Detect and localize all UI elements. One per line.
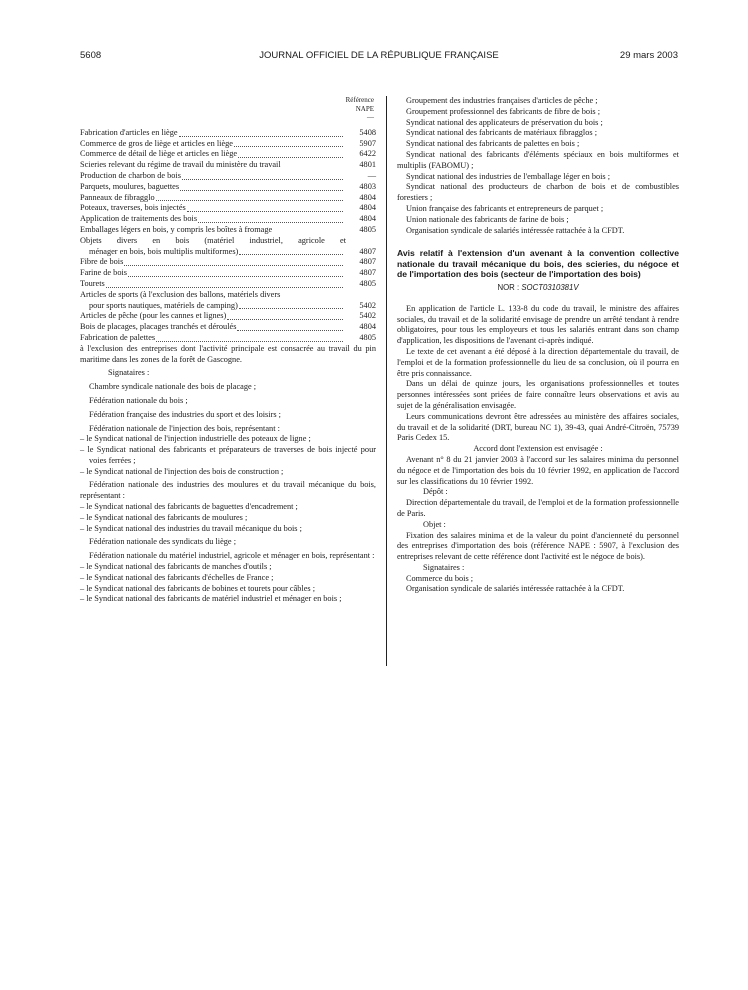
row-code: 4804 — [359, 192, 376, 202]
row-code: 4805 — [359, 332, 376, 342]
signatory-item: Groupement professionnel des fabricants de fibre de bois ; — [406, 106, 600, 116]
table-row — [80, 160, 376, 171]
paragraph: Direction départementale du travail, de l'emploi et de la formation professionnelle de Paris. — [397, 498, 679, 518]
left-column — [80, 96, 376, 605]
paragraph: En application de l'article L. 133-8 du code du travail, le ministre des affaires sociales, du travail et de la solidarité envisage de prendre un arrêté tendant à rendre obligatoires, pour tous les employeurs et tous les salariés entrant dans son champ d'application, les dispositions de l'avenant ci-après indiqué. — [397, 303, 679, 346]
signatory-item: Fédération française des industries du sport et des loisirs ; — [89, 409, 281, 419]
row-code: 4805 — [359, 278, 376, 288]
table-row — [80, 193, 376, 204]
signatory-subitem: – le Syndicat national des fabricants de manches d'outils ; — [80, 562, 272, 572]
nape-header-line2: NAPE — [355, 104, 374, 113]
right-column — [397, 96, 679, 595]
signatory-subitem: – le Syndicat national de l'injection industrielle des poteaux de ligne ; — [80, 434, 311, 444]
table-row — [80, 333, 376, 344]
paragraph: Leurs communications devront être adressées au ministère des affaires sociales, du travail et de la solidarité (DRT, bureau NC 1), 39-43, quai André-Citroën, 75739 Paris Cedex 15. — [397, 411, 679, 443]
column-divider — [386, 96, 387, 666]
row-label-line2: pour sports nautiques, matériels de camping) — [89, 300, 238, 310]
exclusion-note: à l'exclusion des entreprises dont l'activité principale est consacrée au travail du pin maritime dans les zones de la forêt de Gascogne. — [80, 343, 376, 364]
row-code: 4807 — [359, 246, 376, 256]
row-label-line1: Objets divers en bois (matériel industriel, agricole et — [80, 235, 346, 245]
signatory-item: Syndicat national des applicateurs de préservation du bois ; — [406, 117, 603, 127]
table-row — [80, 322, 376, 333]
signatory-item: Syndicat national des fabricants d'éléments spéciaux en bois multiformes et multiplis (FABOMU) ; — [397, 149, 679, 170]
row-label: Articles de pêche (pour les cannes et lignes) — [80, 311, 227, 321]
signatory-item: Syndicat national des fabricants de palettes en bois ; — [406, 139, 580, 149]
signatory-item: Chambre syndicale nationale des bois de placage ; — [89, 382, 257, 392]
row-code: 5402 — [359, 300, 376, 310]
signatory-subitem: – le Syndicat national des industries du travail mécanique du bois ; — [80, 523, 302, 533]
signatory-item: Union française des fabricants et entrepreneurs de parquet ; — [406, 203, 604, 213]
signatory-subitem: – le Syndicat national des fabricants de moulures ; — [80, 512, 248, 522]
table-row — [80, 236, 376, 258]
table-row — [80, 128, 376, 139]
avis-title: Avis relatif à l'extension d'un avenant à la convention collective nationale du travail mécanique du bois, des scieries, du négoce et de l'importation des bois (secteur de l'importation des bois) — [397, 248, 679, 279]
row-code: 5907 — [359, 138, 376, 148]
signatory-item: Fédération nationale des industries des moulures et du travail mécanique du bois, représentant : — [80, 480, 376, 501]
row-code: 4805 — [359, 224, 376, 234]
table-row — [80, 182, 376, 193]
signataires-heading: Signataires : — [423, 562, 465, 572]
row-label: Fibre de bois — [80, 257, 124, 267]
signatory-subitem: – le Syndicat national des fabricants de baguettes d'encadrement ; — [80, 502, 298, 512]
table-row — [80, 225, 376, 236]
paragraph: Avenant n° 8 du 21 janvier 2003 à l'accord sur les salaires minima du personnel du négoce et de l'importation des bois du 10 février 1992, en application de l'accord sur les classifications du 10 février 1992. — [397, 454, 679, 486]
row-code: 5402 — [359, 311, 376, 321]
row-label-line1: Articles de sports (à l'exclusion des ballons, matériels divers — [80, 289, 281, 299]
page-header — [80, 50, 678, 64]
signatory-item: Fédération nationale de l'injection des bois, représentant : — [89, 423, 280, 433]
nape-reference-table — [80, 128, 376, 344]
row-label: Commerce de détail de liège et articles en liège — [80, 149, 238, 159]
signatory-subitem: – le Syndicat national des fabricants et préparateurs de traverses de bois injecté pour voies ferrées ; — [80, 445, 376, 465]
row-code: 4804 — [359, 214, 376, 224]
signatory-item: Syndicat national des industries de l'emballage léger en bois ; — [406, 171, 611, 181]
signatory-item: Fédération nationale du bois ; — [89, 395, 188, 405]
nor-reference — [397, 283, 679, 294]
table-row — [80, 268, 376, 279]
signatory-subitem: – le Syndicat national des fabricants d'échelles de France ; — [80, 572, 274, 582]
page-number: 5608 — [80, 50, 102, 61]
signatory-subitem: – le Syndicat national des fabricants de bobines et tourets pour câbles ; — [80, 583, 316, 593]
row-label: Fabrication de palettes — [80, 332, 156, 342]
issue-date: 29 mars 2003 — [619, 50, 678, 61]
depot-heading: Dépôt : — [423, 487, 448, 497]
signatory-item: Fédération nationale du matériel industriel, agricole et ménager en bois, représentant : — [89, 551, 375, 561]
row-code: 4801 — [359, 160, 376, 170]
row-code: 4807 — [359, 268, 376, 278]
row-label: Panneaux de fibragglo — [80, 192, 155, 202]
row-code: — — [367, 170, 376, 180]
row-code: 4804 — [359, 322, 376, 332]
row-label: Production de charbon de bois — [80, 170, 181, 180]
row-code: 6422 — [359, 149, 376, 159]
table-row — [80, 257, 376, 268]
signatory-subitem: – le Syndicat national de l'injection des bois de construction ; — [80, 466, 284, 476]
row-code: 5408 — [359, 127, 376, 137]
signatory-item: Fédération nationale des syndicats du liège ; — [89, 537, 236, 547]
paragraph: Dans un délai de quinze jours, les organisations professionnelles et toutes personnes intéressées sont priées de faire connaître leurs observations et avis au sujet de la généralisation envisagée. — [397, 379, 679, 410]
nor-label: NOR : — [497, 282, 520, 292]
row-label: Scieries relevant du régime de travail du ministère du travail — [80, 160, 281, 170]
nor-code: SOCT0310381V — [521, 282, 579, 292]
row-label: Poteaux, traverses, bois injectés — [80, 203, 186, 213]
accord-heading: Accord dont l'extension est envisagée : — [473, 444, 603, 454]
signatory-item: Syndicat national des producteurs de charbon de bois et de combustibles forestiers ; — [397, 182, 679, 203]
table-row — [80, 279, 376, 290]
row-label: Tourets — [80, 278, 105, 288]
nape-header-line1: Référence — [345, 96, 374, 104]
objet-heading: Objet : — [423, 519, 446, 529]
row-label: Commerce de gros de liège et articles en liège — [80, 138, 233, 148]
paragraph: Le texte de cet avenant a été déposé à la direction départementale du travail, de l'emploi et de la formation professionnelle du lieu de sa conclusion, où il pourra en être pris connaissance. — [397, 346, 679, 378]
signatory-item: Groupement des industries françaises d'articles de pêche ; — [406, 96, 598, 105]
table-row — [80, 311, 376, 322]
table-row — [80, 214, 376, 225]
nape-header-dash: — — [367, 113, 374, 122]
signatory-item: Commerce du bois ; — [406, 573, 474, 583]
table-row — [80, 171, 376, 182]
signatory-item: Syndicat national des fabricants de matériaux fibragglos ; — [406, 128, 597, 138]
row-label: Farine de bois — [80, 268, 128, 278]
signatory-item: Organisation syndicale de salariés intéressée rattachée à la CFDT. — [406, 225, 625, 235]
row-label: Emballages légers en bois, y compris les boîtes à fromage — [80, 224, 273, 234]
row-code: 4807 — [359, 257, 376, 267]
row-label: Bois de placages, placages tranchés et déroulés — [80, 322, 237, 332]
row-label: Fabrication d'articles en liège — [80, 127, 178, 137]
row-label: Parquets, moulures, baguettes — [80, 181, 180, 191]
nape-column-header — [80, 96, 376, 122]
signatory-item: Union nationale des fabricants de farine de bois ; — [406, 214, 569, 224]
row-label: Application de traitements des bois — [80, 214, 198, 224]
signataires-heading: Signataires : — [108, 368, 150, 378]
table-row — [80, 149, 376, 160]
signatory-item: Organisation syndicale de salariés intéressée rattachée à la CFDT. — [406, 584, 625, 594]
row-code: 4803 — [359, 181, 376, 191]
row-code: 4804 — [359, 203, 376, 213]
row-label-line2: ménager en bois, bois multiplis multiformes) — [89, 246, 239, 256]
paragraph: Fixation des salaires minima et de la valeur du point d'ancienneté du personnel des entreprises d'importation des bois (référence NAPE : 5907, à l'exclusion des entreprises relevant de cette référence dont l'activité est le négoce de bois). — [397, 530, 679, 562]
table-row — [80, 139, 376, 150]
signatory-subitem: – le Syndicat national des fabricants de matériel industriel et ménager en bois ; — [80, 594, 342, 604]
journal-title: JOURNAL OFFICIEL DE LA RÉPUBLIQUE FRANÇAISE — [259, 50, 499, 61]
table-row — [80, 203, 376, 214]
table-row — [80, 290, 376, 312]
